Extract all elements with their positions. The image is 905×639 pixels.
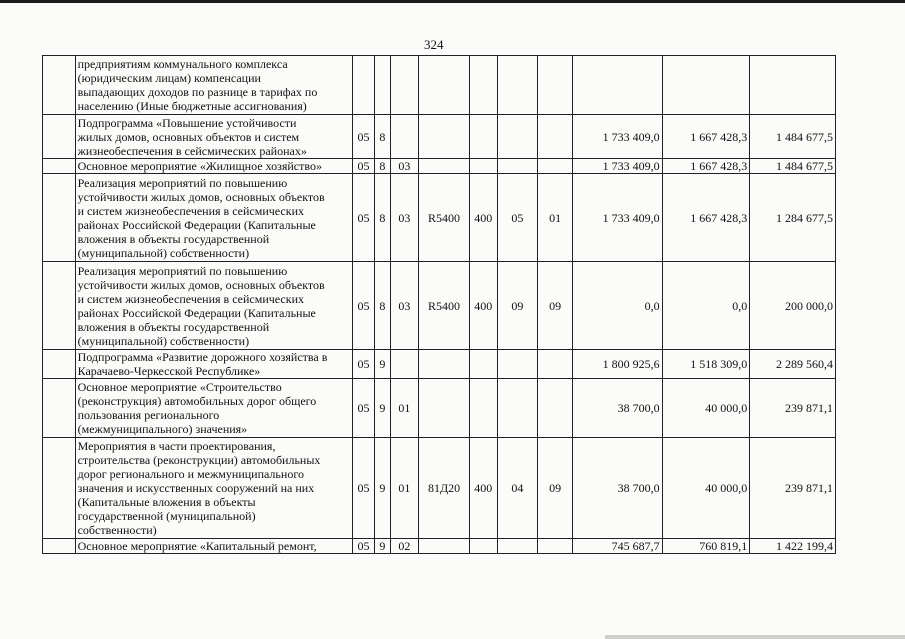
code-cell-k5: 400: [470, 438, 498, 539]
amount-cell-a1: [572, 56, 662, 115]
table-row: [43, 115, 836, 159]
row-name: Основное мероприятие «Жилищное хозяйство»: [77, 159, 322, 173]
code-cell-k3: 03: [390, 159, 419, 174]
code-cell-k7: 09: [538, 262, 573, 350]
budget-table-body: [43, 56, 836, 554]
amount-cell-a1: 1 800 925,6: [572, 350, 662, 379]
table-row: [43, 350, 836, 379]
table-row: [43, 262, 836, 350]
row-margin-cell: [43, 350, 76, 379]
row-name: Подпрограмма «Повышение устойчивости жилых домов, основных объектов и систем жизнеобеспечения в сейсмических районах»: [77, 115, 307, 158]
code-cell-k4: 81Д20: [419, 438, 470, 539]
amount-cell-a2: 40 000,0: [662, 438, 750, 539]
code-cell-k1: 05: [352, 159, 374, 174]
row-name: Реализация мероприятий по повышению устойчивости жилых домов, основных объектов и систем жизнеобеспечения в сейсмических районах Российской Федерации (Капитальные вложения в объекты государственной (муниципальной) собственности): [77, 175, 325, 260]
page-number: 324: [424, 37, 444, 52]
table-row: [43, 539, 836, 554]
code-cell-k7: [538, 539, 573, 554]
code-cell-k5: [470, 56, 498, 115]
code-cell-k3: [390, 115, 419, 159]
row-name-cell: [75, 262, 352, 350]
row-name-cell: [75, 174, 352, 262]
code-cell-k5: [470, 115, 498, 159]
amount-cell-a3: 1 484 677,5: [750, 159, 836, 174]
amount-cell-a3: 1 422 199,4: [750, 539, 836, 554]
amount-cell-a2: 760 819,1: [662, 539, 750, 554]
code-cell-k1: [352, 56, 374, 115]
code-cell-k7: 09: [538, 438, 573, 539]
amount-cell-a2: 0,0: [662, 262, 750, 350]
code-cell-k6: 09: [497, 262, 538, 350]
row-name-cell: [75, 438, 352, 539]
code-cell-k2: 9: [375, 379, 390, 438]
table-row: [43, 438, 836, 539]
amount-cell-a2: [662, 56, 750, 115]
amount-cell-a3: 1 284 677,5: [750, 174, 836, 262]
row-margin-cell: [43, 159, 76, 174]
row-margin-cell: [43, 379, 76, 438]
amount-cell-a2: 1 518 309,0: [662, 350, 750, 379]
code-cell-k3: 01: [390, 438, 419, 539]
code-cell-k3: [390, 56, 419, 115]
amount-cell-a2: 40 000,0: [662, 379, 750, 438]
code-cell-k6: [497, 539, 538, 554]
amount-cell-a2: 1 667 428,3: [662, 115, 750, 159]
code-cell-k6: [497, 56, 538, 115]
code-cell-k6: [497, 350, 538, 379]
code-cell-k4: R5400: [419, 262, 470, 350]
code-cell-k7: [538, 350, 573, 379]
row-margin-cell: [43, 262, 76, 350]
code-cell-k4: R5400: [419, 174, 470, 262]
amount-cell-a2: 1 667 428,3: [662, 159, 750, 174]
amount-cell-a1: 1 733 409,0: [572, 174, 662, 262]
code-cell-k2: 8: [375, 159, 390, 174]
code-cell-k6: 05: [497, 174, 538, 262]
code-cell-k6: 04: [497, 438, 538, 539]
amount-cell-a3: 200 000,0: [750, 262, 836, 350]
code-cell-k4: [419, 350, 470, 379]
table-row: [43, 379, 836, 438]
code-cell-k1: 05: [352, 262, 374, 350]
code-cell-k2: 8: [375, 262, 390, 350]
code-cell-k3: 01: [390, 379, 419, 438]
amount-cell-a3: 239 871,1: [750, 379, 836, 438]
row-name: Основное мероприятие «Строительство (реконструкция) автомобильных дорог общего пользования регионального (межмуниципального) значения»: [77, 380, 317, 436]
row-margin-cell: [43, 174, 76, 262]
amount-cell-a1: 745 687,7: [572, 539, 662, 554]
code-cell-k4: [419, 539, 470, 554]
row-margin-cell: [43, 115, 76, 159]
amount-cell-a3: 239 871,1: [750, 438, 836, 539]
code-cell-k7: 01: [538, 174, 573, 262]
row-name: предприятиям коммунального комплекса (юридическим лицам) компенсации выпадающих доходов по разнице в тарифах по населению (Иные бюджетные ассигнования): [77, 57, 318, 113]
code-cell-k7: [538, 56, 573, 115]
amount-cell-a2: 1 667 428,3: [662, 174, 750, 262]
table-row: [43, 159, 836, 174]
scan-bottom-edge: [605, 635, 905, 639]
amount-cell-a3: 2 289 560,4: [750, 350, 836, 379]
code-cell-k4: [419, 159, 470, 174]
code-cell-k2: [375, 56, 390, 115]
amount-cell-a3: 1 484 677,5: [750, 115, 836, 159]
code-cell-k6: [497, 115, 538, 159]
code-cell-k5: [470, 159, 498, 174]
code-cell-k5: [470, 350, 498, 379]
code-cell-k2: 9: [375, 438, 390, 539]
row-name: Подпрограмма «Развитие дорожного хозяйства в Карачаево-Черкесской Республике»: [77, 350, 328, 378]
code-cell-k3: 03: [390, 262, 419, 350]
code-cell-k7: [538, 159, 573, 174]
table-row: [43, 56, 836, 115]
table-row: [43, 174, 836, 262]
code-cell-k2: 9: [375, 539, 390, 554]
code-cell-k6: [497, 159, 538, 174]
code-cell-k3: 02: [390, 539, 419, 554]
code-cell-k1: 05: [352, 438, 374, 539]
amount-cell-a1: 38 700,0: [572, 379, 662, 438]
code-cell-k1: 05: [352, 379, 374, 438]
code-cell-k5: [470, 539, 498, 554]
code-cell-k4: [419, 379, 470, 438]
row-name: Основное мероприятие «Капитальный ремонт,: [77, 539, 317, 553]
row-margin-cell: [43, 539, 76, 554]
code-cell-k1: 05: [352, 350, 374, 379]
code-cell-k1: 05: [352, 174, 374, 262]
amount-cell-a1: 38 700,0: [572, 438, 662, 539]
row-name-cell: [75, 159, 352, 174]
amount-cell-a1: 1 733 409,0: [572, 115, 662, 159]
code-cell-k1: 05: [352, 539, 374, 554]
code-cell-k3: 03: [390, 174, 419, 262]
row-margin-cell: [43, 56, 76, 115]
code-cell-k4: [419, 115, 470, 159]
code-cell-k2: 8: [375, 115, 390, 159]
code-cell-k7: [538, 379, 573, 438]
amount-cell-a1: 1 733 409,0: [572, 159, 662, 174]
code-cell-k3: [390, 350, 419, 379]
row-name: Мероприятия в части проектирования, строительства (реконструкции) автомобильных дорог регионального и межмуниципального значения и искусственных сооружений на них (Капитальные вложения в объекты государственной (муниципальной) собственности): [77, 439, 321, 537]
code-cell-k5: [470, 379, 498, 438]
code-cell-k7: [538, 115, 573, 159]
amount-cell-a3: [750, 56, 836, 115]
amount-cell-a1: 0,0: [572, 262, 662, 350]
code-cell-k1: 05: [352, 115, 374, 159]
row-name-cell: [75, 115, 352, 159]
row-name-cell: [75, 350, 352, 379]
code-cell-k6: [497, 379, 538, 438]
budget-table: [42, 55, 836, 554]
code-cell-k5: 400: [470, 262, 498, 350]
row-name: Реализация мероприятий по повышению устойчивости жилых домов, основных объектов и систем жизнеобеспечения в сейсмических районах Российской Федерации (Капитальные вложения в объекты государственной (муниципальной) собственности): [77, 263, 325, 348]
code-cell-k5: 400: [470, 174, 498, 262]
row-name-cell: [75, 56, 352, 115]
row-name-cell: [75, 539, 352, 554]
code-cell-k4: [419, 56, 470, 115]
code-cell-k2: 9: [375, 350, 390, 379]
row-margin-cell: [43, 438, 76, 539]
row-name-cell: [75, 379, 352, 438]
code-cell-k2: 8: [375, 174, 390, 262]
